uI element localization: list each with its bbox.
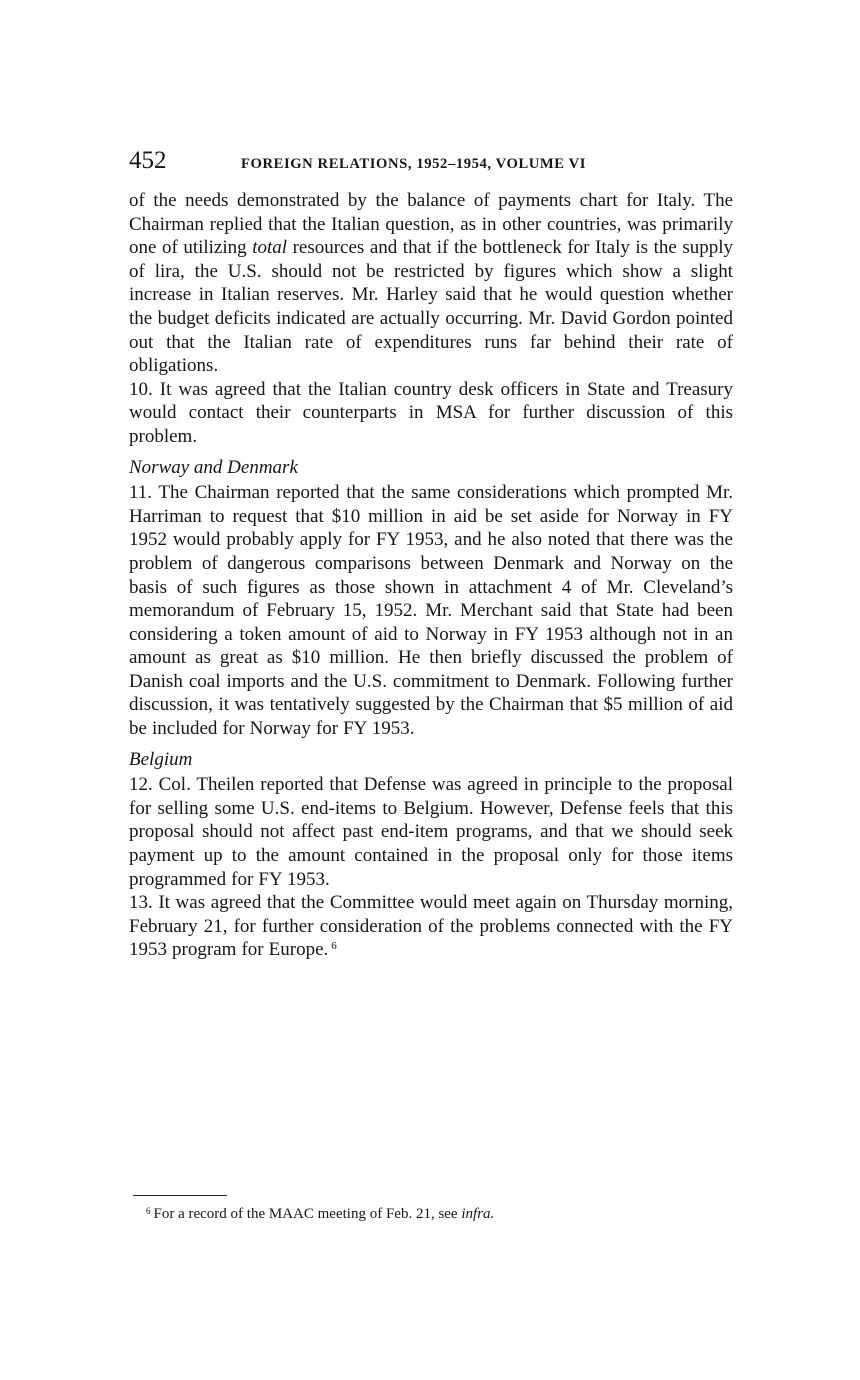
- footnote-text: For a record of the MAAC meeting of Feb. 21, see: [153, 1206, 458, 1222]
- footnote-italic: infra.: [461, 1206, 495, 1222]
- emphasis-total: total: [252, 237, 288, 259]
- paragraph-10: [129, 378, 733, 449]
- footnote-reference: 6: [331, 940, 337, 953]
- page-number: 452: [129, 147, 167, 174]
- footnote-divider: [133, 1195, 227, 1196]
- paragraph-continuation: [129, 189, 733, 378]
- page-body: [129, 189, 733, 962]
- footnote-marker: 6: [146, 1206, 151, 1216]
- paragraph-continuation-rest: resources and that if the bottleneck for Italy is the supply of lira, the U.S. should not be restricted by figures which show a slight increase in Italian reserves. Mr. Harley said that he would question whether the budget deficits indicated are actually occurring. Mr. David Gordon pointed out that the Italian rate of expenditures runs far behind their rate of obligations.: [129, 237, 733, 377]
- footnote: [146, 1204, 746, 1224]
- paragraph-10-text: 10. It was agreed that the Italian country desk officers in State and Treasury would contact their counterparts in MSA for further discussion of this problem.: [129, 378, 733, 447]
- paragraph-13: [129, 891, 733, 962]
- section-heading-belgium: Belgium: [129, 748, 193, 770]
- page-header: [129, 146, 739, 180]
- paragraph-13-text: 13. It was agreed that the Committee would meet again on Thursday morning, February 21, for further consideration of the problems connected with the FY 1953 program for Europe.: [129, 892, 733, 961]
- paragraph-11-text: 11. The Chairman reported that the same considerations which prompted Mr. Harriman to request that $10 million in aid be set aside for Norway in FY 1952 would probably apply for FY 1953, and he also noted that there was the problem of dangerous comparisons between Denmark and Norway on the basis of such figures as those shown in attachment 4 of Mr. Cleveland’s memorandum of February 15, 1952. Mr. Merchant said that State had been considering a token amount of aid to Norway in FY 1953 although not in an amount as great as $10 million. He then briefly discussed the problem of Danish coal imports and the U.S. commitment to Denmark. Following further discussion, it was tentatively suggested by the Chairman that $5 million of aid be included for Norway for FY 1953.: [129, 482, 733, 740]
- paragraph-11: [129, 481, 733, 741]
- paragraph-12-text: 12. Col. Theilen reported that Defense was agreed in principle to the proposal for selling some U.S. end-items to Belgium. However, Defense feels that this proposal should not affect past end-item programs, and that we should seek payment up to the amount contained in the proposal only for those items programmed for FY 1953.: [129, 774, 733, 890]
- paragraph-12: [129, 773, 733, 891]
- paragraph-continuation-text: of the needs demonstrated by the balance of payments chart for Italy. The Chairman replied that the Italian question, as in other countries, was primarily one of utilizing: [129, 190, 733, 259]
- running-head: FOREIGN RELATIONS, 1952–1954, VOLUME VI: [241, 156, 587, 172]
- section-heading-norway-denmark: Norway and Denmark: [129, 456, 298, 478]
